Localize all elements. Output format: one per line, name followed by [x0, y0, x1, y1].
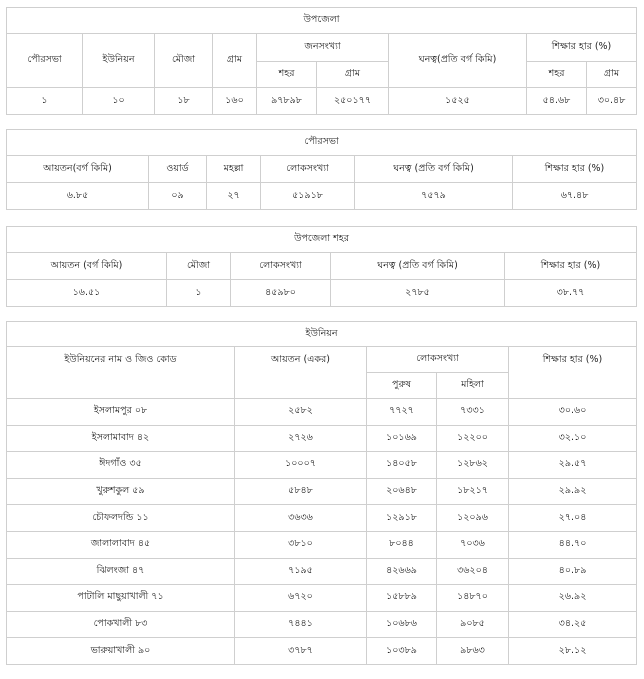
table-row	[7, 505, 637, 532]
unions-table	[6, 321, 637, 665]
header-density: ঘনত্ব(প্রতি বর্গ কিমি)	[389, 34, 527, 88]
header-area: আয়তন (একর)	[235, 347, 367, 399]
cell-name: ইসলামাবাদ ৪২	[7, 425, 235, 452]
header-population: লোকসংখ্যা	[261, 156, 355, 183]
upazila-table	[6, 7, 637, 115]
header-density: ঘনত্ব (প্রতি বর্গ কিমি)	[355, 156, 513, 183]
table-row	[7, 452, 637, 479]
cell-pop-rural: ২৫০১৭৭	[317, 88, 389, 115]
header-union: ইউনিয়ন	[83, 34, 155, 88]
header-female: মহিলা	[437, 373, 509, 399]
cell-literacy: ৩২.১০	[509, 425, 637, 452]
cell-literacy: ২৭.০৪	[509, 505, 637, 532]
cell-name: ঝিলংজা ৪৭	[7, 558, 235, 585]
cell-area: ৭৪৪১	[235, 611, 367, 638]
table-row	[7, 638, 637, 665]
cell-name: পোকখালী ৮৩	[7, 611, 235, 638]
header-lit-urban: শহর	[527, 62, 587, 88]
cell-density: ২৭৮৫	[331, 280, 505, 307]
table-row	[7, 399, 637, 426]
upazila-town-table	[6, 226, 637, 307]
cell-area: ৬৭২০	[235, 585, 367, 612]
table-row	[7, 531, 637, 558]
cell-village: ১৬০	[213, 88, 257, 115]
cell-male: ৮০৪৪	[367, 531, 437, 558]
cell-density: ১৫২৫	[389, 88, 527, 115]
cell-female: ৩৬২০৪	[437, 558, 509, 585]
cell-female: ১৪৮৭০	[437, 585, 509, 612]
cell-pourashava: ১	[7, 88, 83, 115]
cell-literacy: ৪০.৮৯	[509, 558, 637, 585]
header-literacy: শিক্ষার হার (%)	[513, 156, 637, 183]
unions-title: ইউনিয়ন	[7, 322, 637, 347]
unions-body	[7, 399, 637, 665]
cell-mohalla: ২৭	[207, 183, 261, 210]
pourashava-title: পৌরসভা	[7, 130, 637, 156]
cell-area: ২৭২৬	[235, 425, 367, 452]
cell-area: ৩৬৩৬	[235, 505, 367, 532]
cell-area: ৩৭৮৭	[235, 638, 367, 665]
header-male: পুরুষ	[367, 373, 437, 399]
cell-male: ১৫৮৮৯	[367, 585, 437, 612]
header-literacy: শিক্ষার হার (%)	[509, 347, 637, 399]
header-population: জনসংখ্যা	[257, 34, 389, 62]
table-row	[7, 611, 637, 638]
header-mouza: মৌজা	[155, 34, 213, 88]
cell-pop-urban: ৯৭৮৯৮	[257, 88, 317, 115]
cell-male: ১০৩৮৯	[367, 638, 437, 665]
cell-female: ৯৮৬৩	[437, 638, 509, 665]
pourashava-table	[6, 129, 637, 210]
cell-male: ১০১৬৯	[367, 425, 437, 452]
cell-literacy: ২৮.১২	[509, 638, 637, 665]
header-area: আয়তন (বর্গ কিমি)	[7, 253, 167, 280]
header-pop-rural: গ্রাম	[317, 62, 389, 88]
cell-literacy: ৩৪.২৫	[509, 611, 637, 638]
cell-area: ৩৮১০	[235, 531, 367, 558]
cell-mouza: ১	[167, 280, 231, 307]
cell-lit-urban: ৫৪.৬৮	[527, 88, 587, 115]
cell-female: ৭৩৩১	[437, 399, 509, 426]
upazila-title: উপজেলা	[7, 8, 637, 34]
header-ward: ওয়ার্ড	[149, 156, 207, 183]
header-mouza: মৌজা	[167, 253, 231, 280]
table-row	[7, 425, 637, 452]
cell-female: ১২০৯৬	[437, 505, 509, 532]
cell-name: পাটালি মাছুয়াখালী ৭১	[7, 585, 235, 612]
header-lit-rural: গ্রাম	[587, 62, 637, 88]
cell-literacy: ২৬.৯২	[509, 585, 637, 612]
header-area: আয়তন(বর্গ কিমি)	[7, 156, 149, 183]
header-population: লোকসংখ্যা	[231, 253, 331, 280]
cell-name: চৌফলদন্ডি ১১	[7, 505, 235, 532]
cell-male: ৪২৬৬৯	[367, 558, 437, 585]
table-row	[7, 478, 637, 505]
cell-female: ১২২০০	[437, 425, 509, 452]
cell-male: ১৪০৫৮	[367, 452, 437, 479]
cell-male: ১০৬৮৬	[367, 611, 437, 638]
table-row	[7, 558, 637, 585]
cell-ward: ০৯	[149, 183, 207, 210]
header-mohalla: মহল্লা	[207, 156, 261, 183]
upazila-town-title: উপজেলা শহর	[7, 227, 637, 253]
cell-name: ইসলামপুর ০৮	[7, 399, 235, 426]
cell-area: ১৬.৫১	[7, 280, 167, 307]
cell-area: ১০০০৭	[235, 452, 367, 479]
cell-female: ১৮২১৭	[437, 478, 509, 505]
header-population: লোকসংখ্যা	[367, 347, 509, 373]
header-literacy: শিক্ষার হার (%)	[505, 253, 637, 280]
cell-area: ৫৮৪৮	[235, 478, 367, 505]
cell-density: ৭৫৭৯	[355, 183, 513, 210]
cell-area: ২৫৮২	[235, 399, 367, 426]
header-pop-urban: শহর	[257, 62, 317, 88]
header-village: গ্রাম	[213, 34, 257, 88]
header-pourashava: পৌরসভা	[7, 34, 83, 88]
cell-female: ১২৮৬২	[437, 452, 509, 479]
cell-area: ৭১৯৫	[235, 558, 367, 585]
cell-name: ঈদগাঁও ৩৫	[7, 452, 235, 479]
cell-mouza: ১৮	[155, 88, 213, 115]
cell-literacy: ৪৪.৭০	[509, 531, 637, 558]
cell-literacy: ৩৮.৭৭	[505, 280, 637, 307]
cell-female: ৭০৩৬	[437, 531, 509, 558]
cell-union: ১০	[83, 88, 155, 115]
cell-literacy: ২৯.৯২	[509, 478, 637, 505]
cell-male: ১২৯১৮	[367, 505, 437, 532]
cell-population: ৪৫৯৮০	[231, 280, 331, 307]
cell-male: ২০৬৪৮	[367, 478, 437, 505]
cell-area: ৬.৮৫	[7, 183, 149, 210]
header-name: ইউনিয়নের নাম ও জিও কোড	[7, 347, 235, 399]
cell-male: ৭৭২৭	[367, 399, 437, 426]
cell-female: ৯০৮৫	[437, 611, 509, 638]
cell-literacy: ৬৭.৪৮	[513, 183, 637, 210]
cell-literacy: ২৯.৫৭	[509, 452, 637, 479]
cell-name: খুরুশকুল ৫৯	[7, 478, 235, 505]
header-literacy: শিক্ষার হার (%)	[527, 34, 637, 62]
cell-literacy: ৩০.৬০	[509, 399, 637, 426]
cell-name: জালালাবাদ ৪৫	[7, 531, 235, 558]
cell-population: ৫১৯১৮	[261, 183, 355, 210]
table-row	[7, 585, 637, 612]
header-density: ঘনত্ব (প্রতি বর্গ কিমি)	[331, 253, 505, 280]
cell-lit-rural: ৩০.৪৮	[587, 88, 637, 115]
cell-name: ভারুয়াখালী ৯০	[7, 638, 235, 665]
